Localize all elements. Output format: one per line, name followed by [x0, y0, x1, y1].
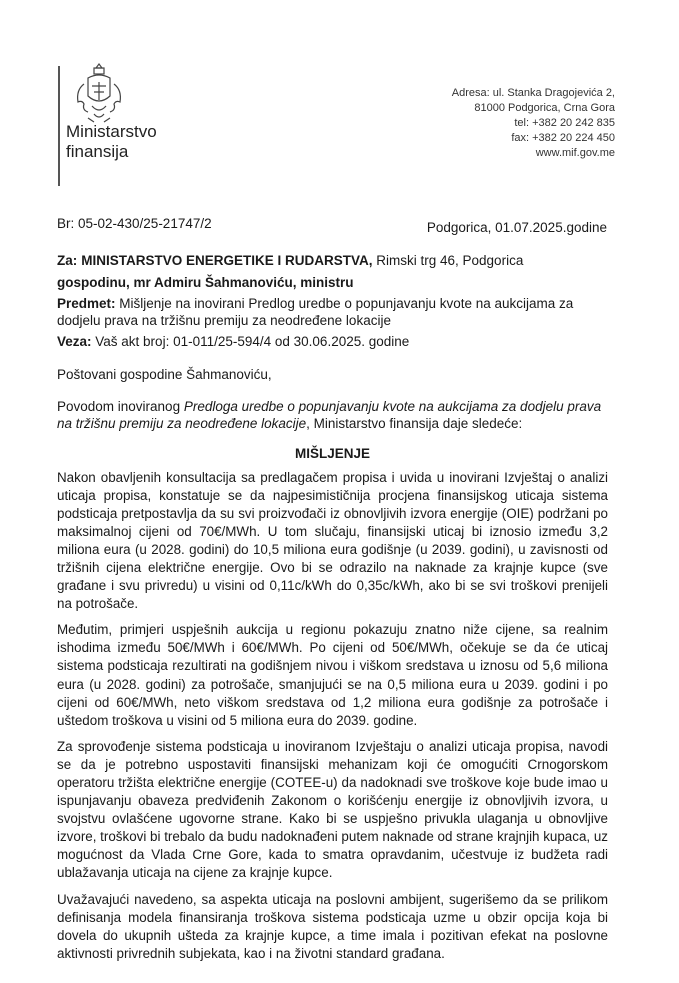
paragraph-1: Nakon obavljenih konsultacija sa predlagačem propisa i uvida u inovirani Izvještaj o analizi uticaja propisa, konstatuje se da najpesimističnija procjena finansijskog uticaja sistema podsticaja pretpostavlja da su svi proizvođači iz obnovljivih izvora energije (OIE) podržani po maksimalnoj cijeni od 70€/MWh. U tom slučaju, finansijski uticaj bi iznosio između 3,2 miliona eura (u 2028. godini) do 10,5 miliona eura godišnje (u 2039. godini), u zavisnosti od tržišnih cijena električne energije. Ovo bi se odrazilo na naknade za krajnje kupce (sve građane i svu privredu) u visini od 0,11c/kWh do 0,35c/kWh, ako bi se svi troškovi prenijeli na potrošače.: [57, 469, 608, 612]
ministry-name-line1: Ministarstvo: [66, 122, 157, 141]
recipient-person: [57, 275, 608, 292]
fax: fax: +382 20 224 450: [511, 132, 615, 144]
intro-italic: Predloga uredbe o popunjavanju kvote na aukcijama za dodjelu prava na tržišnu premiju za neodređene lokacije: [57, 399, 602, 431]
intro-paragraph: [57, 399, 608, 432]
address-block: [452, 86, 615, 161]
paragraph-2: Međutim, primjeri uspješnih aukcija u regionu pokazuju znatno niže cijene, sa realnim ishodima između 50€/MWh i 60€/MWh. Po cijeni od 50€/MWh, očekuje se da će uticaj sistema podsticaja rezultirati na godišnjem nivou i viškom sredstava u iznosu od 5,6 miliona eura (u 2028. godini) za potrošače, smanjujući se na 0,5 miliona eura u 2039. godini i po cijeni od 60€/MWh, neto viškom sredstava od 1,2 miliona eura godišnje za potrošače i uštedom troškova u visini od 5 miliona eura do 2039. godine.: [57, 622, 608, 728]
coat-of-arms-icon: [74, 62, 124, 126]
reference-label: Veza:: [57, 334, 92, 349]
subject-text: Mišljenje na inovirani Predlog uredbe o popunjavanju kvote na aukcijama za dodjelu prava na tržišnu premiju za neodređene lokacije: [57, 296, 574, 328]
intro-before: Povodom inoviranog: [57, 399, 184, 414]
section-title: MIŠLJENJE: [294, 446, 371, 461]
recipient-address: Rimski trg 46, Podgorica: [372, 253, 524, 268]
reference-text: Vaš akt broj: 01-011/25-594/4 od 30.06.2025. godine: [91, 334, 410, 349]
ministry-name: [66, 122, 157, 162]
subject-label: Predmet:: [57, 296, 116, 311]
paragraph-4: Uvažavajući navedeno, sa aspekta uticaja na poslovni ambijent, sugerišemo da se prilikom definisanja modela finansiranja troškova sistema podsticaja uzme u obzir opcija koja bi dovela do ukupnih ušteda za krajnje kupce, a time imala i pozitivan efekat na poslovne aktivnosti privrednih subjekata, kao i na životni standard građana.: [57, 891, 608, 961]
intro-after: , Ministarstvo finansija daje sledeće:: [306, 415, 523, 431]
website: www.mif.gov.me: [535, 147, 615, 159]
salutation: Poštovani gospodine Šahmanoviću,: [57, 366, 272, 382]
letter-body: [57, 253, 608, 983]
reference-number: Br: 05-02-430/25-21747/2: [57, 216, 212, 231]
paragraph-3: Za sprovođenje sistema podsticaja u inoviranom Izvještaju o analizi uticaja propisa, navodi se da je potrebno uspostaviti finansijski mehanizam koji će omogućiti Crnogorskom operatoru tržišta električne energije (COTEE-u) da nadoknadi sve troškove koje bude imao u ispunjavanju obaveza predviđenih Zakonom o korišćenju energije iz obnovljivih izvora, u svojstvu ovlašćene ugovorne strane. Kako bi se uspješno privukla ulaganja u obnovljive izvore, troškovi bi trebalo da budu nadoknađeni putem naknade od strane krajnjih kupaca, uz mogućnost da Vlada Crne Gore, kada to smatra opravdanim, učestvuje iz budžeta radi ublažavanja uticaja na cijene za krajnje kupce.: [57, 738, 608, 881]
recipient: [57, 253, 608, 270]
address-line: Adresa: ul. Stanka Dragojevića 2,: [451, 87, 615, 99]
recipient-label: Za:: [57, 253, 78, 268]
recipient-person-text: gospodinu, mr Admiru Šahmanoviću, ministru: [57, 274, 354, 290]
letterhead-rule: [58, 66, 60, 186]
document-date: Podgorica, 01.07.2025.godine: [426, 220, 607, 235]
address-city: 81000 Podgorica, Crna Gora: [474, 102, 615, 114]
ministry-name-line2: finansija: [66, 142, 129, 161]
recipient-name: MINISTARSTVO ENERGETIKE I RUDARSTVA,: [81, 253, 373, 268]
subject: [57, 296, 608, 329]
phone: tel: +382 20 242 835: [514, 117, 615, 129]
reference: [57, 334, 608, 351]
